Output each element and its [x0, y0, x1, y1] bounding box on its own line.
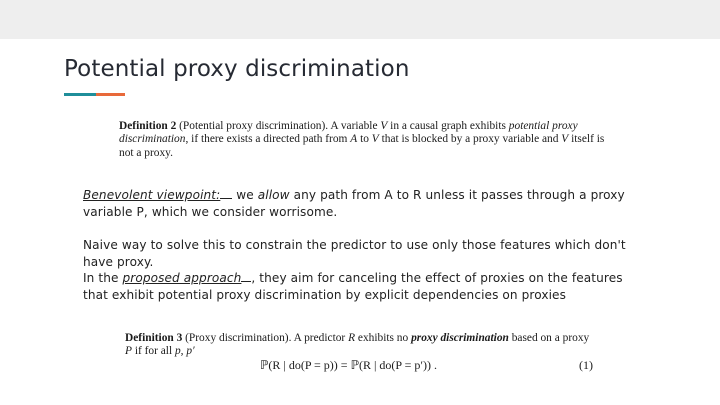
definition-2-label: Definition 2	[119, 120, 177, 132]
definition-2-text: that is blocked by a proxy variable and	[378, 133, 562, 146]
paragraph-text: , they aim for canceling the effect of proxies on the features that exhibit potential proxy discrimination by explicit dependencies on proxies	[83, 271, 623, 302]
slide-title: Potential proxy discrimination	[64, 56, 410, 82]
variable-v: V	[380, 120, 388, 132]
allow-emphasis: allow	[257, 188, 290, 202]
variables-p: p, p′	[174, 345, 195, 358]
variable-r: R	[348, 332, 356, 344]
definition-2-block	[119, 120, 605, 160]
definition-3-text: if for all	[131, 345, 175, 358]
proposed-approach-link[interactable]: proposed approach	[122, 271, 242, 285]
definition-3-term: proxy discrimination	[411, 332, 509, 344]
equation-expression: ℙ(R | do(P = p)) = ℙ(R | do(P = p′)) .	[260, 358, 437, 372]
variable-a: A	[350, 133, 358, 146]
definition-3-block	[125, 332, 599, 372]
equation-number: (1)	[579, 358, 593, 372]
title-accent-teal	[64, 93, 96, 96]
benevolent-viewpoint-paragraph	[83, 187, 643, 220]
paragraph-text: we	[232, 188, 258, 202]
variable-p: P	[125, 345, 132, 358]
paragraph-text: any path from A to R unless it passes through a proxy variable P, which we consider worrisome.	[83, 188, 625, 219]
definition-3-text: based on a proxy	[508, 332, 590, 344]
naive-way-text: Naive way to solve this to constrain the predictor to use only those features which don't have proxy.	[83, 238, 626, 269]
definition-3-text: A predictor	[293, 332, 349, 344]
definition-3-text	[125, 332, 599, 359]
blank-underline	[220, 197, 232, 199]
definition-2-head: (Potential proxy discrimination).	[179, 120, 329, 132]
definition-2-text: A variable	[330, 120, 381, 132]
definition-2-text: itself is not a proxy.	[119, 133, 605, 159]
definition-3-text: exhibits no	[355, 332, 412, 344]
definition-3-head: (Proxy discrimination).	[185, 332, 292, 344]
variable-v: V	[561, 133, 569, 146]
variable-v: V	[371, 133, 379, 146]
benevolent-viewpoint-label: Benevolent viewpoint:	[83, 188, 221, 202]
approach-paragraph	[83, 237, 643, 303]
title-accent-orange	[96, 93, 125, 96]
definition-2-term: potential proxy discrimination	[119, 120, 578, 146]
proposed-approach-text	[83, 270, 643, 303]
blank-underline	[241, 280, 251, 282]
top-band	[0, 0, 720, 39]
definition-2-text: to	[357, 133, 372, 146]
paragraph-text: In the	[83, 271, 123, 285]
definition-3-label: Definition 3	[125, 332, 183, 344]
definition-2-text: in a causal graph exhibits	[387, 120, 509, 132]
definition-2-text: , if there exists a directed path from	[185, 133, 351, 146]
